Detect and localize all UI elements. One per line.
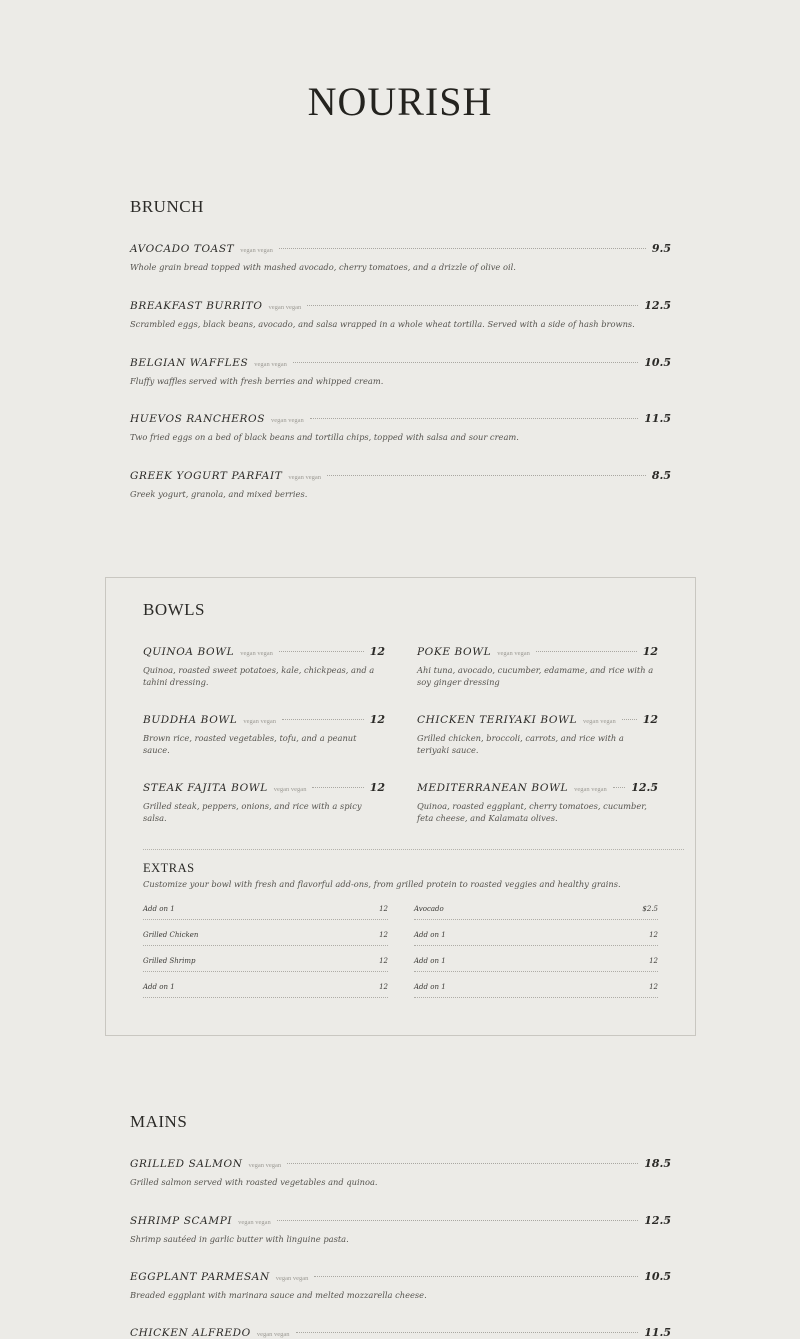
- dotted-leader: [613, 787, 625, 788]
- item-name: HUEVOS RANCHEROS: [130, 413, 266, 425]
- item-name: BUDDHA BOWL: [143, 714, 238, 726]
- brand-logo: NOURISH: [307, 79, 493, 124]
- section-title-bowls: BOWLS: [143, 600, 205, 619]
- extras-divider: [143, 849, 684, 850]
- dotted-leader: [293, 362, 638, 363]
- addon-name: Grilled Shrimp: [143, 957, 196, 965]
- item-price: 12: [369, 713, 385, 726]
- item-name: GRILLED SALMON: [130, 1158, 243, 1170]
- dotted-leader: [312, 787, 363, 788]
- addon-name: Grilled Chicken: [143, 931, 199, 939]
- section-title-brunch: BRUNCH: [130, 197, 204, 216]
- item-name: STEAK FAJITA BOWL: [143, 782, 268, 794]
- item-price: 12: [369, 781, 385, 794]
- item-description: Brown rice, roasted vegetables, tofu, and a peanut sauce.: [143, 733, 357, 755]
- dotted-leader: [536, 651, 637, 652]
- item-description: Greek yogurt, granola, and mixed berries.: [130, 489, 308, 499]
- item-price: 11.5: [644, 412, 671, 425]
- item-price: 12.5: [644, 299, 671, 312]
- item-description: Two fried eggs on a bed of black beans and tortilla chips, topped with salsa and sour cream.: [130, 432, 519, 442]
- item-description: Whole grain bread topped with mashed avocado, cherry tomatoes, and a drizzle of olive oil.: [130, 262, 516, 272]
- dotted-leader: [310, 418, 638, 419]
- item-tags: vegan vegan: [268, 304, 302, 311]
- item-tags: vegan vegan: [574, 786, 607, 793]
- menu-item: [130, 469, 671, 500]
- menu-item: [130, 242, 671, 273]
- menu-item: [130, 1157, 671, 1188]
- item-name: CHICKEN TERIYAKI BOWL: [417, 714, 578, 726]
- menu-item: [143, 781, 385, 824]
- item-name: SHRIMP SCAMPI: [130, 1215, 233, 1227]
- addon-name: Add on 1: [143, 905, 175, 913]
- item-tags: vegan vegan: [248, 1162, 282, 1169]
- item-name: GREEK YOGURT PARFAIT: [130, 470, 283, 482]
- item-price: 9.5: [651, 242, 671, 255]
- item-tags: vegan vegan: [256, 1331, 290, 1338]
- item-tags: vegan vegan: [240, 247, 273, 254]
- item-description: Quinoa, roasted eggplant, cherry tomatoes, cucumber, feta cheese, and Kalamata olives.: [417, 801, 647, 823]
- item-price: 18.5: [644, 1157, 671, 1170]
- item-price: 12: [642, 645, 658, 658]
- item-name: BREAKFAST BURRITO: [130, 300, 263, 312]
- item-tags: vegan vegan: [240, 650, 273, 657]
- item-price: 8.5: [651, 469, 671, 482]
- item-description: Grilled chicken, broccoli, carrots, and rice with a teriyaki sauce.: [417, 733, 624, 755]
- item-description: Grilled salmon served with roasted vegetables and quinoa.: [130, 1177, 378, 1187]
- dotted-leader: [307, 305, 638, 306]
- item-tags: vegan vegan: [288, 474, 322, 481]
- item-tags: vegan vegan: [275, 1275, 309, 1282]
- item-tags: vegan vegan: [254, 361, 287, 368]
- addon-name: Add on 1: [414, 983, 446, 991]
- menu-item: [417, 645, 658, 688]
- addon-row: [414, 931, 658, 946]
- addon-price: 12: [649, 931, 658, 939]
- item-name: CHICKEN ALFREDO: [130, 1327, 251, 1339]
- menu-item: [130, 356, 671, 387]
- dotted-leader: [277, 1220, 638, 1221]
- menu-item: [130, 299, 671, 330]
- item-tags: vegan vegan: [273, 786, 307, 793]
- dotted-leader: [622, 719, 637, 720]
- dotted-leader: [279, 651, 364, 652]
- addon-row: [414, 983, 658, 998]
- menu-item: [143, 645, 385, 688]
- item-description: Shrimp sautéed in garlic butter with linguine pasta.: [130, 1234, 349, 1244]
- menu-item: [130, 1270, 671, 1301]
- dotted-leader: [279, 248, 646, 249]
- item-description: Grilled steak, peppers, onions, and rice with a spicy salsa.: [143, 801, 362, 823]
- menu-item: [143, 713, 385, 756]
- item-price: 12: [369, 645, 385, 658]
- addon-price: 12: [379, 957, 388, 965]
- item-price: 12.5: [631, 781, 658, 794]
- dotted-leader: [314, 1276, 638, 1277]
- extras-description: Customize your bowl with fresh and flavorful add-ons, from grilled protein to roasted veggies and healthy grains.: [143, 879, 621, 889]
- item-name: QUINOA BOWL: [143, 646, 235, 658]
- item-tags: vegan vegan: [243, 718, 277, 725]
- item-tags: vegan vegan: [238, 1219, 271, 1226]
- item-description: Quinoa, roasted sweet potatoes, kale, chickpeas, and a tahini dressing.: [143, 665, 375, 687]
- addon-row: [414, 957, 658, 972]
- menu-item: [130, 1214, 671, 1245]
- menu-item: [130, 412, 671, 443]
- addon-row: [414, 905, 658, 920]
- item-description: Ahi tuna, avocado, cucumber, edamame, and rice with a soy ginger dressing: [417, 665, 654, 687]
- addon-name: Add on 1: [414, 957, 446, 965]
- dotted-leader: [287, 1163, 638, 1164]
- addon-price: 12: [649, 957, 658, 965]
- addon-row: [143, 983, 388, 998]
- menu-item: [417, 713, 658, 756]
- addon-price: 12: [649, 983, 658, 991]
- addon-name: Add on 1: [414, 931, 446, 939]
- addon-price: 12: [379, 931, 388, 939]
- section-title-mains: MAINS: [130, 1112, 188, 1131]
- item-name: EGGPLANT PARMESAN: [130, 1271, 270, 1283]
- dotted-leader: [282, 719, 364, 720]
- dotted-leader: [327, 475, 646, 476]
- item-tags: vegan vegan: [583, 718, 616, 725]
- addon-row: [143, 957, 388, 972]
- item-price: 10.5: [644, 356, 671, 369]
- section-title-extras: EXTRAS: [143, 861, 195, 875]
- item-price: 10.5: [644, 1270, 671, 1283]
- item-tags: vegan vegan: [271, 417, 304, 424]
- item-price: 12: [642, 713, 658, 726]
- addon-row: [143, 931, 388, 946]
- item-name: MEDITERRANEAN BOWL: [417, 782, 569, 794]
- item-name: POKE BOWL: [417, 646, 492, 658]
- item-price: 12.5: [644, 1214, 671, 1227]
- item-description: Breaded eggplant with marinara sauce and melted mozzarella cheese.: [130, 1290, 427, 1300]
- item-tags: vegan vegan: [497, 650, 530, 657]
- addon-price: 12: [379, 983, 388, 991]
- addon-name: Add on 1: [143, 983, 175, 991]
- item-description: Scrambled eggs, black beans, avocado, and salsa wrapped in a whole wheat tortilla. Served with a side of hash browns.: [130, 319, 635, 329]
- item-price: 11.5: [644, 1326, 671, 1339]
- item-name: BELGIAN WAFFLES: [130, 357, 249, 369]
- addon-row: [143, 905, 388, 920]
- addon-name: Avocado: [414, 905, 444, 913]
- addon-price: $2.5: [642, 905, 658, 913]
- item-name: AVOCADO TOAST: [130, 243, 235, 255]
- item-description: Fluffy waffles served with fresh berries and whipped cream.: [130, 376, 384, 386]
- menu-item: [417, 781, 658, 824]
- addon-price: 12: [379, 905, 388, 913]
